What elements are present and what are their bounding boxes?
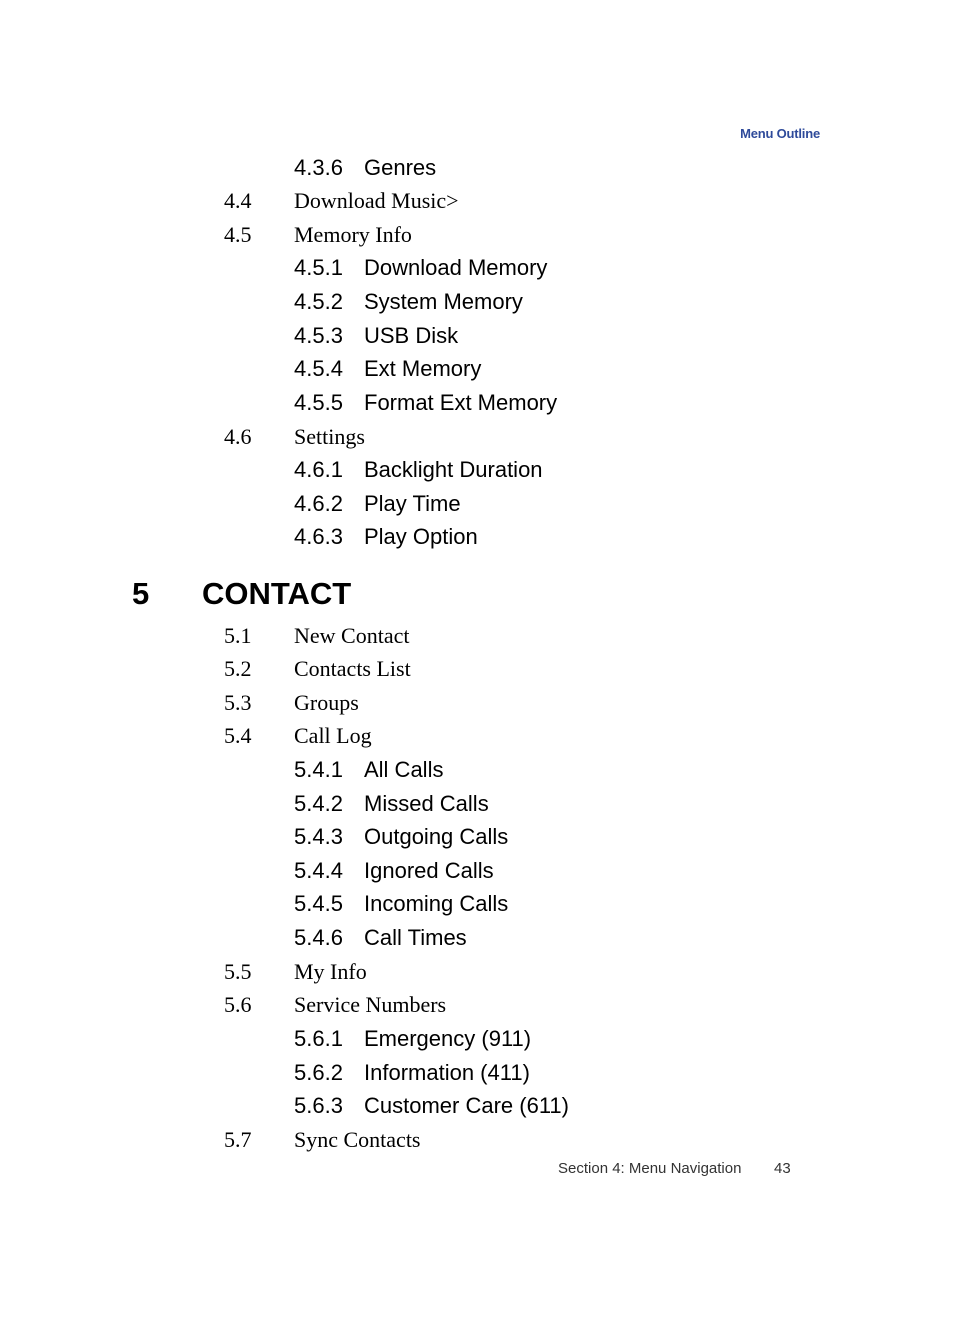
outline-item xyxy=(294,891,508,917)
outline-item xyxy=(294,524,478,550)
outline-item xyxy=(294,289,523,315)
item-number: 5.7 xyxy=(224,1127,252,1152)
item-label: Outgoing Calls xyxy=(364,824,509,849)
item-number: 4.6.1 xyxy=(294,457,343,482)
outline-item xyxy=(224,222,412,248)
item-number: 5.6.1 xyxy=(294,1026,343,1051)
item-label: Groups xyxy=(294,690,359,715)
item-number: 5.6.2 xyxy=(294,1060,343,1085)
item-number: 5.4.3 xyxy=(294,824,343,849)
item-number: 5.6 xyxy=(224,992,252,1017)
outline-item xyxy=(294,1026,531,1052)
section-title: CONTACT xyxy=(202,576,352,611)
item-label: Contacts List xyxy=(294,656,411,681)
item-label: USB Disk xyxy=(364,323,459,348)
outline-item xyxy=(294,925,467,951)
item-label: Download Music> xyxy=(294,188,459,213)
item-number: 5.5 xyxy=(224,959,252,984)
page-number: 43 xyxy=(774,1160,791,1177)
outline-item xyxy=(294,1060,530,1086)
item-label: Call Times xyxy=(364,925,467,950)
item-number: 5.4.6 xyxy=(294,925,343,950)
item-label: Settings xyxy=(294,424,365,449)
section-number: 5 xyxy=(132,576,150,611)
outline-item xyxy=(294,255,547,281)
item-label: Ext Memory xyxy=(364,356,482,381)
outline-item xyxy=(294,457,543,483)
item-number: 5.4.2 xyxy=(294,791,343,816)
item-label: System Memory xyxy=(364,289,523,314)
item-label: Memory Info xyxy=(294,222,412,247)
outline-item xyxy=(294,1093,569,1119)
item-number: 5.4.5 xyxy=(294,891,343,916)
outline-item xyxy=(224,690,359,716)
item-label: Information (411) xyxy=(364,1060,530,1085)
outline-item xyxy=(224,992,446,1018)
outline-item xyxy=(294,791,489,817)
running-head: Menu Outline xyxy=(740,126,820,141)
item-label: All Calls xyxy=(364,757,444,782)
item-number: 4.4 xyxy=(224,188,252,213)
outline-item xyxy=(294,824,508,850)
outline-item xyxy=(294,390,557,416)
outline-item xyxy=(294,155,436,181)
outline-item xyxy=(224,656,411,682)
item-label: Service Numbers xyxy=(294,992,447,1017)
item-number: 5.1 xyxy=(224,623,252,648)
outline-item xyxy=(294,356,481,382)
item-number: 4.3.6 xyxy=(294,155,343,180)
item-label: Format Ext Memory xyxy=(364,390,558,415)
item-label: Incoming Calls xyxy=(364,891,509,916)
outline-item xyxy=(224,188,459,214)
outline-item xyxy=(294,323,458,349)
outline-item xyxy=(224,959,367,985)
item-number: 4.5 xyxy=(224,222,252,247)
item-label: New Contact xyxy=(294,623,410,648)
item-label: Play Time xyxy=(364,491,461,516)
item-label: Sync Contacts xyxy=(294,1127,421,1152)
outline-item xyxy=(224,723,372,749)
item-label: Call Log xyxy=(294,723,372,748)
item-label: Backlight Duration xyxy=(364,457,543,482)
outline-item xyxy=(294,757,443,783)
outline-item xyxy=(224,1127,421,1153)
outline-item xyxy=(294,858,494,884)
item-number: 4.5.3 xyxy=(294,323,343,348)
item-label: Emergency (911) xyxy=(364,1026,532,1051)
item-label: Genres xyxy=(364,155,437,180)
footer-section: Section 4: Menu Navigation xyxy=(558,1160,742,1177)
item-number: 5.4 xyxy=(224,723,252,748)
item-number: 5.4.4 xyxy=(294,858,343,883)
section-heading xyxy=(132,574,351,614)
item-number: 5.6.3 xyxy=(294,1093,343,1118)
item-number: 5.4.1 xyxy=(294,757,343,782)
item-number: 4.6 xyxy=(224,424,252,449)
outline-item xyxy=(294,491,461,517)
item-number: 5.3 xyxy=(224,690,252,715)
item-label: My Info xyxy=(294,959,367,984)
outline-item xyxy=(224,424,365,450)
item-label: Play Option xyxy=(364,524,478,549)
item-number: 4.6.2 xyxy=(294,491,343,516)
outline-item xyxy=(224,623,409,649)
item-label: Ignored Calls xyxy=(364,858,494,883)
item-number: 5.2 xyxy=(224,656,252,681)
item-number: 4.6.3 xyxy=(294,524,343,549)
item-number: 4.5.2 xyxy=(294,289,343,314)
item-label: Customer Care (611) xyxy=(364,1093,569,1118)
item-number: 4.5.1 xyxy=(294,255,343,280)
item-label: Download Memory xyxy=(364,255,548,280)
item-label: Missed Calls xyxy=(364,791,489,816)
item-number: 4.5.5 xyxy=(294,390,343,415)
item-number: 4.5.4 xyxy=(294,356,343,381)
